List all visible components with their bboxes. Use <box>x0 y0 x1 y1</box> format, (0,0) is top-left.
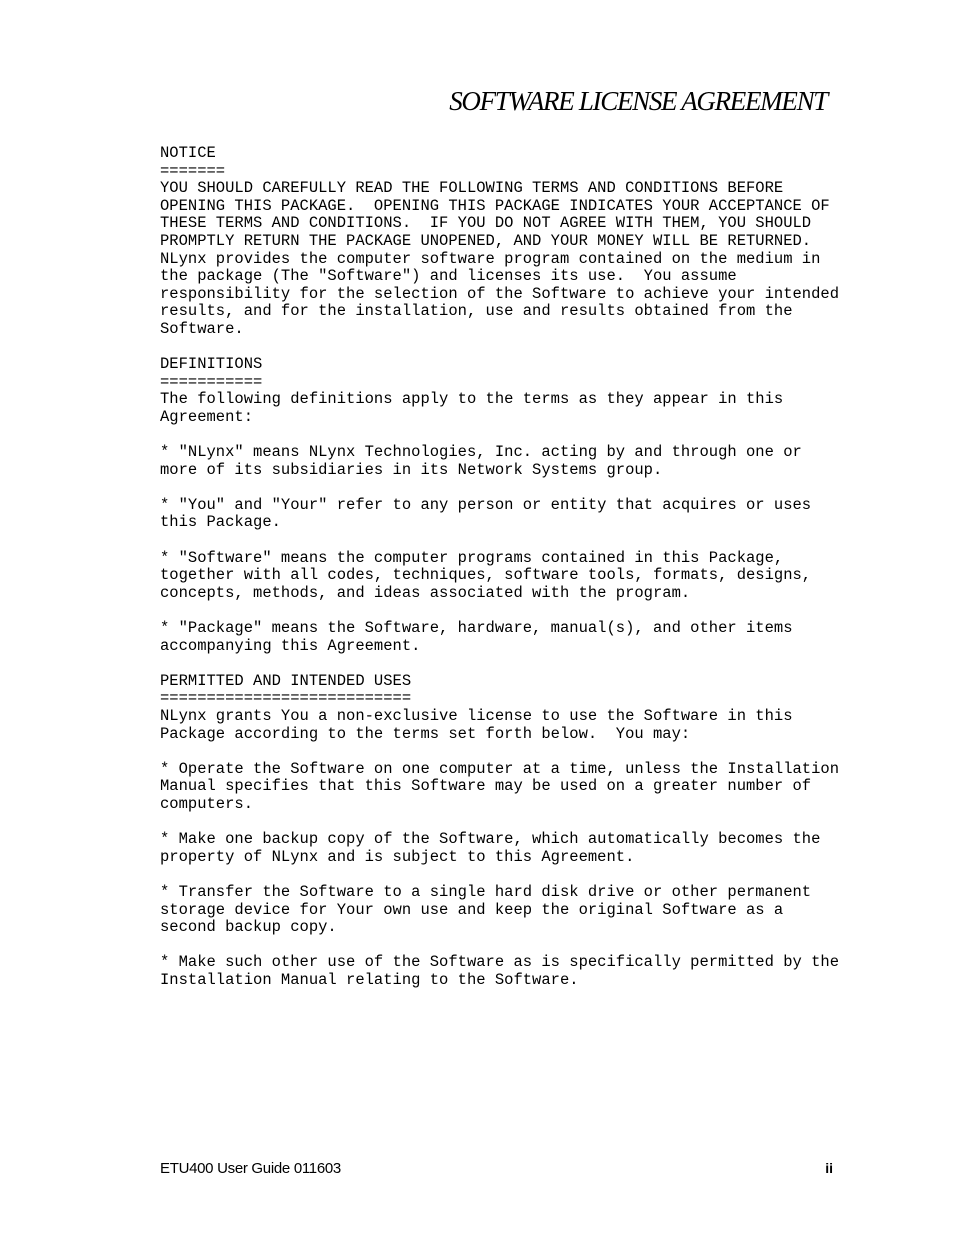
page-title: SOFTWARE LICENSE AGREEMENT <box>449 86 827 116</box>
footer-document-title: ETU400 User Guide 011603 <box>160 1160 341 1177</box>
footer-page-number: ii <box>825 1160 833 1176</box>
license-body-text: NOTICE ======= YOU SHOULD CAREFULLY READ THE FOLLOWING TERMS AND CONDITIONS BEFORE OPENING THIS PACKAGE. OPENING THIS PACKAGE INDICATES YOUR ACCEPTANCE OF THESE TERMS AND CONDITIONS. IF YOU DO NOT AGREE WITH THEM, YOU SHOULD PROMPTLY RETURN THE PACKAGE UNOPENED, AND YOUR MONEY WILL BE RETURNED. NLynx provides the computer software program contained on the medium in the package (The "Software") and licenses its use. You assume responsibility for the selection of the Software to achieve your intended results, and for the installation, use and results obtained from the Software. DEFINITIONS =========== The following definitions apply to the terms as they appear in this Agreement: * "NLynx" means NLynx Technologies, Inc. acting by and through one or more of its subsidiaries in its Network Systems group. * "You" and "Your" refer to any person or entity that acquires or uses this Package. * "Software" means the computer programs contained in this Package, together with all codes, techniques, software tools, formats, designs, concepts, methods, and ideas associated with the program. * "Package" means the Software, hardware, manual(s), and other items accompanying this Agreement. PERMITTED AND INTENDED USES =========================== NLynx grants You a non-exclusive license to use the Software in this Package according to the terms set forth below. You may: * Operate the Software on one computer at a time, unless the Installation Manual specifies that this Software may be used on a greater number of computers. * Make one backup copy of the Software, which automatically becomes the property of NLynx and is subject to this Agreement. * Transfer the Software to a single hard disk drive or other permanent storage device for Your own use and keep the original Software as a second backup copy. * Make such other use of the Software as is specifically permitted by the Installation Manual relating to the Software. <box>160 144 840 989</box>
